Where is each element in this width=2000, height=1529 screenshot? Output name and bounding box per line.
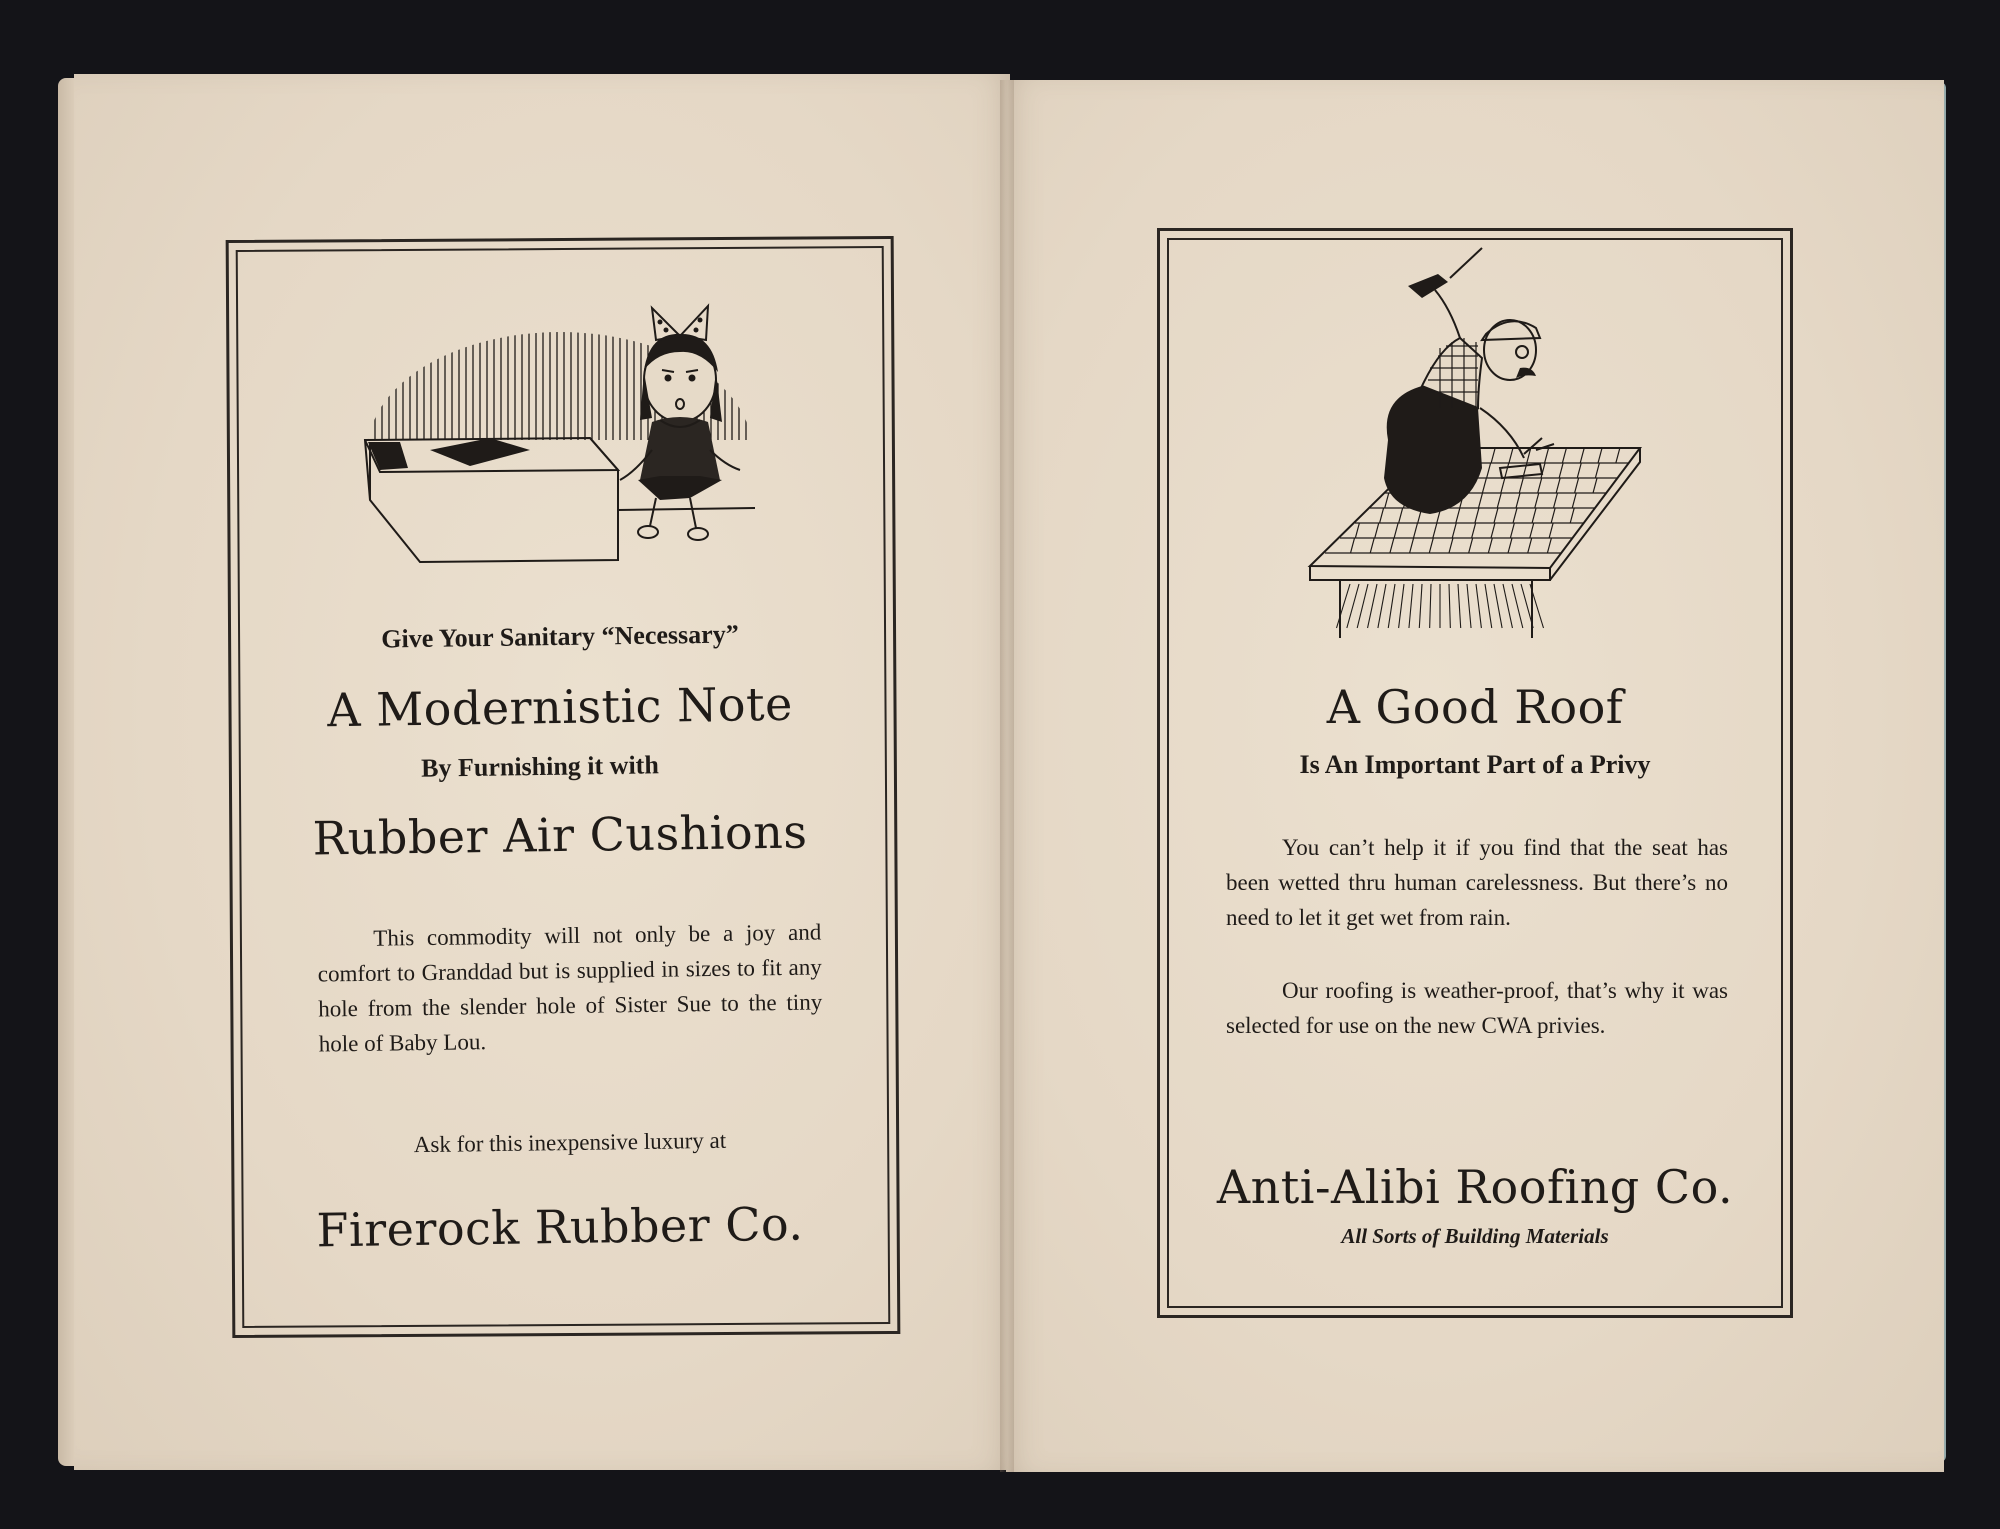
left-ad-company: Firerock Rubber Co. bbox=[316, 1196, 804, 1258]
girl-on-cushion-illustration bbox=[360, 300, 760, 580]
right-ad-body-paragraph-2: Our roofing is weather-proof, that’s why it was selected for use on the new CWA privies. bbox=[1226, 978, 1728, 1038]
right-ad-body-paragraph-1: You can’t help it if you find that the seat has been wetted thru human carelessness. But there’s no need to let it get wet from rain. bbox=[1226, 835, 1728, 930]
left-ad-body bbox=[317, 914, 823, 1061]
right-ad-tagline: All Sorts of Building Materials bbox=[1341, 1224, 1609, 1248]
left-ad-body-paragraph: This commodity will not only be a joy and comfort to Granddad but is supplied in sizes to fit any hole from the slender hole of Sister Sue to the tiny hole of Baby Lou. bbox=[317, 919, 823, 1057]
right-ad-company: Anti-Alibi Roofing Co. bbox=[1216, 1160, 1734, 1214]
book-gutter bbox=[1000, 80, 1014, 1472]
left-ad-subline: By Furnishing it with bbox=[420, 750, 660, 783]
roofer-with-hammer-illustration bbox=[1310, 268, 1650, 638]
left-ad-title: A Modernistic Note bbox=[326, 676, 794, 738]
left-ad-ask-line: Ask for this inexpensive luxury at bbox=[413, 1127, 727, 1158]
right-ad-body bbox=[1226, 830, 1728, 1043]
right-ad-subline: Is An Important Part of a Privy bbox=[1299, 750, 1651, 779]
right-ad-title: A Good Roof bbox=[1326, 680, 1624, 734]
left-ad-headline: Give Your Sanitary “Necessary” bbox=[381, 619, 739, 654]
left-ad-product: Rubber Air Cushions bbox=[312, 804, 808, 866]
